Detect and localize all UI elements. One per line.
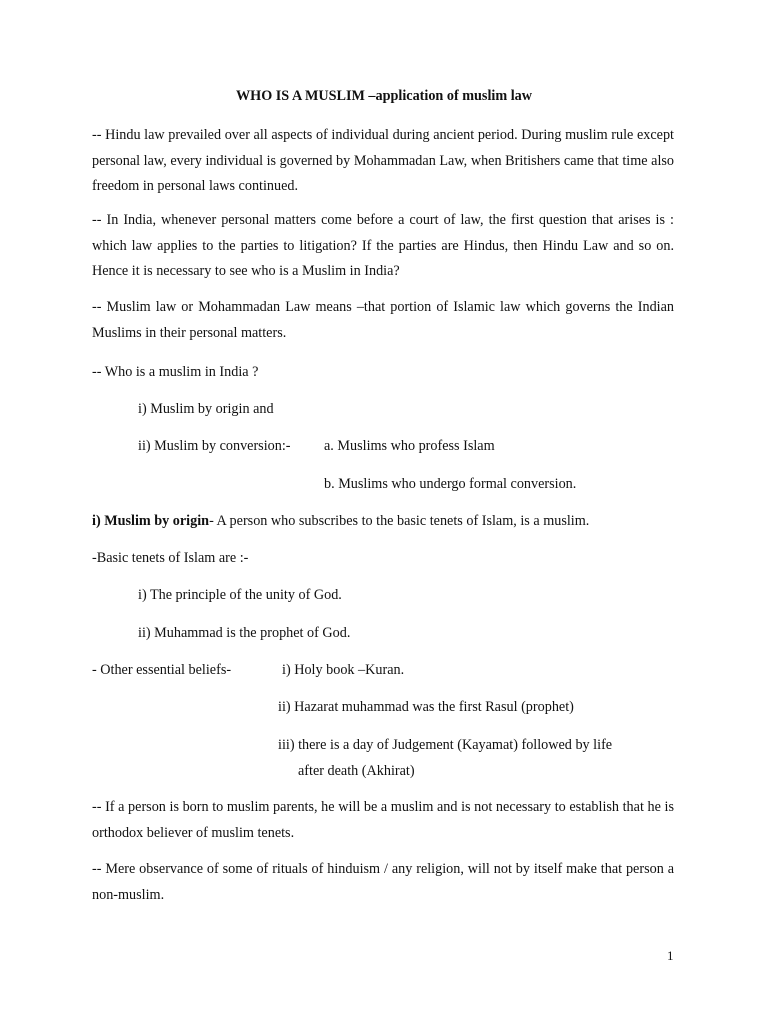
list-item-conversion: ii) Muslim by conversion:- — [138, 438, 291, 454]
belief-item-2: ii) Hazarat muhammad was the first Rasul (prophet) — [278, 699, 574, 715]
list-item-conversion-b: b. Muslims who undergo formal conversion. — [324, 476, 577, 492]
origin-definition — [92, 512, 589, 530]
who-is-muslim-heading: -- Who is a muslim in India ? — [92, 364, 259, 380]
paragraph-rituals: -- Mere observance of some of rituals of hinduism / any religion, will not by itself make that person a non-muslim. — [92, 861, 674, 903]
paragraph-muslim-law-definition: -- Muslim law or Mohammadan Law means –that portion of Islamic law which governs the Indian Muslims in their personal matters. — [92, 299, 674, 341]
list-item-conversion-a: a. Muslims who profess Islam — [324, 438, 495, 454]
list-item-origin: i) Muslim by origin and — [138, 401, 274, 417]
paragraph-born-muslim: -- If a person is born to muslim parents, he will be a muslim and is not necessary to establish that he is orthodox believer of muslim tenets. — [92, 799, 674, 841]
origin-definition-text: - A person who subscribes to the basic tenets of Islam, is a muslim. — [209, 513, 590, 529]
belief-item-1: i) Holy book –Kuran. — [282, 662, 405, 678]
tenet-item-2: ii) Muhammad is the prophet of God. — [138, 625, 351, 641]
page-title: WHO IS A MUSLIM –application of muslim law — [235, 88, 532, 104]
page-number: 1 — [667, 948, 674, 963]
paragraph-hindu-law: -- Hindu law prevailed over all aspects of individual during ancient period. During muslim rule except personal law, every individual is governed by Mohammadan Law, when Britishers came that time also freedom in personal laws continued. — [92, 127, 674, 195]
origin-definition-term: i) Muslim by origin — [92, 513, 210, 529]
tenet-item-1: i) The principle of the unity of God. — [138, 587, 342, 603]
tenets-heading: -Basic tenets of Islam are :- — [92, 550, 249, 566]
belief-item-3: iii) there is a day of Judgement (Kayamat) followed by life — [278, 737, 613, 753]
paragraph-court-question: -- In India, whenever personal matters come before a court of law, the first question that arises is : which law applies to the parties to litigation? If the parties are Hindus, then Hindu Law and so on. Hence it is necessary to see who is a Muslim in India? — [92, 212, 674, 280]
beliefs-heading: - Other essential beliefs- — [92, 662, 232, 678]
belief-item-3-continued: after death (Akhirat) — [298, 763, 415, 779]
